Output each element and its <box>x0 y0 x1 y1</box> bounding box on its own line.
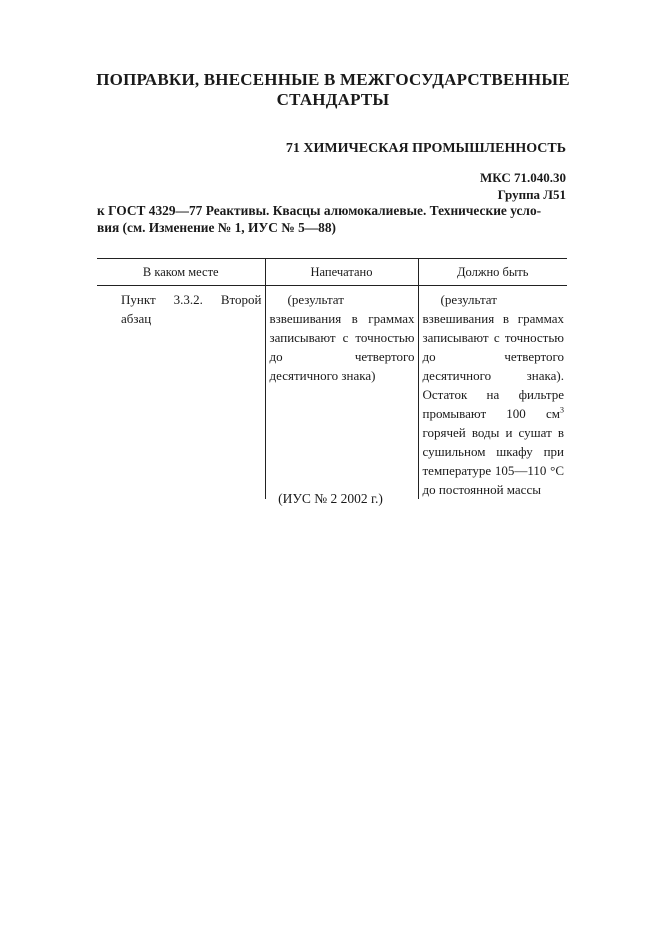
document-reference <box>97 202 566 236</box>
column-header-place: В каком месте <box>97 259 265 286</box>
cell-should-be <box>418 286 567 500</box>
section-heading: 71 ХИМИЧЕСКАЯ ПРОМЫШЛЕННОСТЬ <box>285 141 566 156</box>
classification-block <box>480 169 566 203</box>
amendment-table <box>97 258 567 499</box>
superscript-cubic: 3 <box>560 405 564 415</box>
footer-note: (ИУС № 2 2002 г.) <box>278 491 383 506</box>
column-header-should-be: Должно быть <box>418 259 567 286</box>
should-be-text-part-2: горячей воды и сушат в сушильном шкафу при температуре 105—110 °С до постоянной массы <box>422 425 564 497</box>
title-line-2: СТАНДАРТЫ <box>276 90 390 109</box>
column-header-printed: Напечатано <box>265 259 418 286</box>
page-title <box>80 70 586 110</box>
group-code: Группа Л51 <box>497 187 566 202</box>
should-be-text-part-1: (результат взвешивания в граммах записывают с точностью до четвертого десятичного знака). Остаток на фильтре промывают 100 см <box>422 292 564 421</box>
table-header-row <box>97 259 567 286</box>
table-row <box>97 286 567 500</box>
mks-code: МКС 71.040.30 <box>479 170 566 185</box>
cell-place: Пункт 3.3.2. Второй абзац <box>121 292 262 326</box>
document-reference-line-2: вия (см. Изменение № 1, ИУС № 5—88) <box>97 220 337 235</box>
document-reference-line-1: к ГОСТ 4329—77 Реактивы. Квасцы алюмокалиевые. Технические усло- <box>97 203 542 218</box>
cell-printed: (результат взвешивания в граммах записывают с точностью до четвертого десятичного знака) <box>265 286 418 500</box>
title-line-1: ПОПРАВКИ, ВНЕСЕННЫЕ В МЕЖГОСУДАРСТВЕННЫЕ <box>96 70 570 89</box>
